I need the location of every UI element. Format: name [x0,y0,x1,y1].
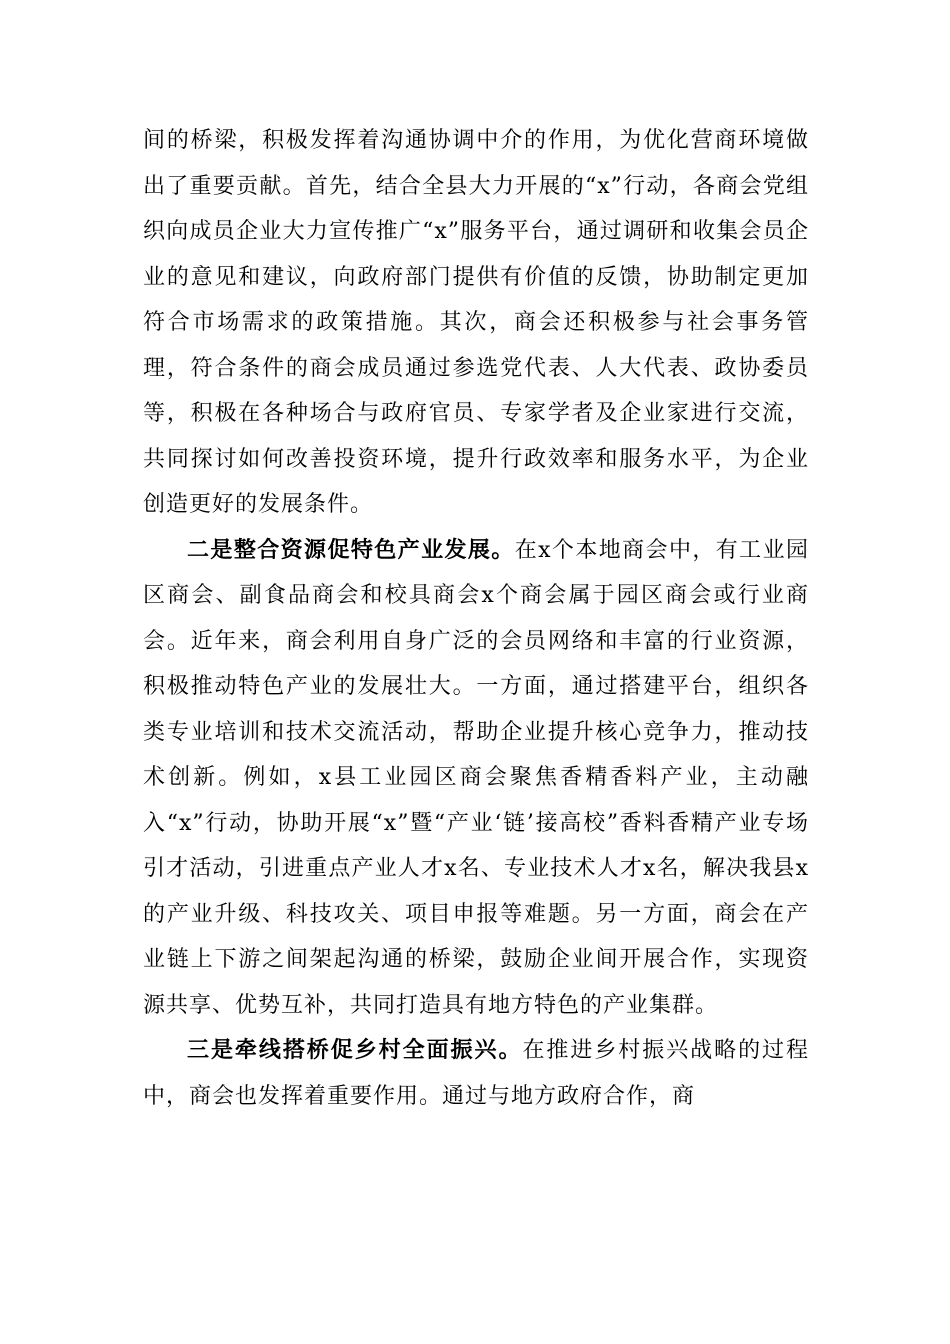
document-body [143,118,809,1119]
paragraph-text: 间的桥梁，积极发挥着沟通协调中介的作用，为优化营商环境做出了重要贡献。首先，结合全县大力开展的“x”行动，各商会党组织向成员企业大力宣传推广“x”服务平台，通过调研和收集会员企业的意见和建议，向政府部门提供有价值的反馈，协助制定更加符合市场需求的政策措施。其次，商会还积极参与社会事务管理，符合条件的商会成员通过参选党代表、人大代表、政协委员等，积极在各种场合与政府官员、专家学者及企业家进行交流，共同探讨如何改善投资环境，提升行政效率和服务水平，为企业创造更好的发展条件。 [143,128,809,517]
paragraph-lead: 二是整合资源促特色产业发展。 [187,536,515,563]
paragraph-industry-development [143,528,809,1029]
paragraph-text: 在推进乡村振兴战略的过程中，商会也发挥着重要作用。通过与地方政府合作，商 [143,1038,809,1109]
paragraph-lead: 三是牵线搭桥促乡村全面振兴。 [187,1037,523,1063]
paragraph-rural-revitalization [143,1028,809,1119]
paragraph-continuation [143,118,809,528]
paragraph-text: 在x个本地商会中，有工业园区商会、副食品商会和校具商会x个商会属于园区商会或行业商会。近年来，商会利用自身广泛的会员网络和丰富的行业资源，积极推动特色产业的发展壮大。一方面，通过搭建平台，组织各类专业培训和技术交流活动，帮助企业提升核心竞争力，推动技术创新。例如，x县工业园区商会聚焦香精香料产业，主动融入“x”行动，协助开展“x”暨“产业‘链’接高校”香料香精产业专场引才活动，引进重点产业人才x名、专业技术人才x名，解决我县x的产业升级、科技攻关、项目申报等难题。另一方面，商会在产业链上下游之间架起沟通的桥梁，鼓励企业间开展合作，实现资源共享、优势互补，共同打造具有地方特色的产业集群。 [143,537,809,1018]
